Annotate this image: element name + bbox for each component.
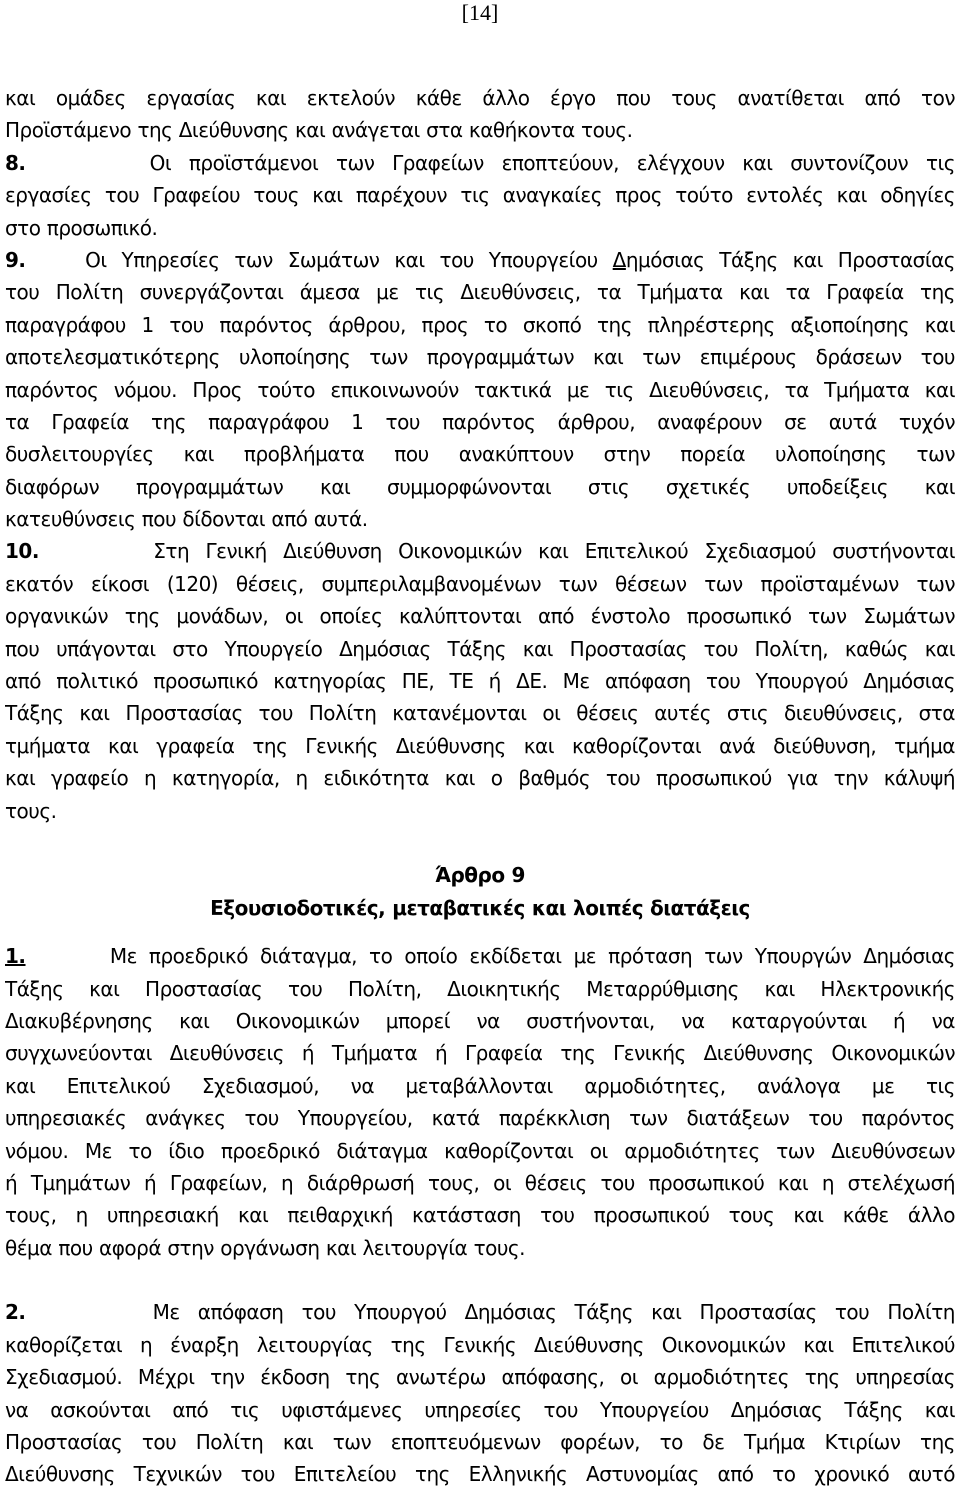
text-segment: Με απόφαση του Υπουργού Δημόσιας Τάξης και Προστασίας του Πολίτη (152, 1300, 955, 1325)
text-line: Σχεδιασμού. Μέχρι την έκδοση της ανωτέρω απόφασης, οι αρμοδιότητες της υπηρεσίας (5, 1365, 955, 1390)
paragraph-8-first-line (5, 147, 955, 179)
text-line: θέμα που αφορά στην οργάνωση και λειτουργία τους. (5, 1235, 526, 1260)
text-line: Διεύθυνσης Τεχνικών του Επιτελείου της Ελληνικής Αστυνομίας από το χρονικό αυτό (5, 1462, 955, 1487)
text-line: που υπάγονται στο Υπουργείο Δημόσιας Τάξης και Προστασίας του Πολίτη, καθώς και (5, 636, 955, 661)
text-line: οργανικών της μονάδων, οι οποίες καλύπτονται από ένστολο προσωπικό των Σωμάτων (5, 604, 955, 629)
paragraph-number: 10. (5, 539, 39, 564)
text-line: από πολιτικό προσωπικό κατηγορίας ΠΕ, ΤΕ ή ΔΕ. Με απόφαση του Υπουργού Δημόσιας (5, 669, 955, 694)
text-line: τους. (5, 798, 57, 823)
text-line: Τάξης και Προστασίας του Πολίτη κατανέμονται οι θέσεις αυτές στις διευθύνσεις, στα (5, 701, 955, 726)
text-line: συγχωνεύονται Διευθύνσεις ή Τμήματα ή Γραφεία της Γενικής Διεύθυνσης Οικονομικών (5, 1041, 955, 1066)
text-line: να ασκούνται από τις υφιστάμενες υπηρεσίες του Υπουργείου Δημόσιας Τάξης και (5, 1397, 955, 1422)
text-line: εργασίες του Γραφείου τους και παρέχουν τις αναγκαίες προς τούτο εντολές και οδηγίες (5, 183, 955, 208)
text-segment: Στη Γενική Διεύθυνση Οικονομικών και Επιτελικού Σχεδιασμού συστήνονται (153, 539, 955, 564)
blank-line (5, 827, 955, 859)
text-line: κατευθύνσεις που δίδονται από αυτά. (5, 507, 368, 532)
text-line: τους, η υπηρεσιακή και πειθαρχική κατάσταση του προσωπικού τους και κάθε άλλο (5, 1203, 955, 1228)
text-line: καθορίζεται η έναρξη λειτουργίας της Γενικής Διεύθυνσης Οικονομικών και Επιτελικού (5, 1332, 955, 1357)
text-line: Προστασίας του Πολίτη και των εποπτευόμενων φορέων, το δε Τμήμα Κτιρίων της (5, 1430, 955, 1455)
page-number: [14] (461, 0, 499, 25)
article-paragraph-1-first-line (5, 940, 955, 972)
text-line: νόμου. Με το ίδιο προεδρικό διάταγμα καθορίζονται οι αρμοδιότητες των Διευθύνσεων (5, 1138, 955, 1163)
document-body (5, 82, 955, 1491)
blank-line (5, 924, 955, 940)
text-line: παραγράφου 1 του παρόντος άρθρου, προς το σκοπό της πληρέστερης αξιοποίησης και (5, 312, 955, 337)
paragraph-number: 2. (5, 1300, 26, 1325)
article-title: Άρθρο 9 (435, 863, 525, 888)
text-line: τα Γραφεία της παραγράφου 1 του παρόντος άρθρου, αναφέρουν σε αυτά τυχόν (5, 409, 955, 434)
text-line: εκατόν είκοσι (120) θέσεις, συμπεριλαμβανομένων των θέσεων των προϊσταμένων των (5, 571, 955, 596)
blank-line (5, 1264, 955, 1296)
text-line: Προϊστάμενο της Διεύθυνσης και ανάγεται στα καθήκοντα τους. (5, 118, 633, 143)
text-line: του Πολίτη συνεργάζονται άμεσα με τις Διευθύνσεις, τα Τμήματα και τα Γραφεία της (5, 280, 955, 305)
paragraph-number: 9. (5, 247, 26, 272)
paragraph-9-first-line (5, 244, 955, 276)
article-paragraph-2-first-line (5, 1296, 955, 1328)
text-segment: Οι προϊστάμενοι των Γραφείων εποπτεύουν, ελέγχουν και συντονίζουν τις (149, 150, 955, 175)
text-line: Τάξης και Προστασίας του Πολίτη, Διοικητικής Μεταρρύθμισης και Ηλεκτρονικής (5, 976, 955, 1001)
text-line: δυσλειτουργίες και προβλήματα που ανακύπτουν στην πορεία υλοποίησης των (5, 442, 955, 467)
text-line: και Επιτελικού Σχεδιασμού, να μεταβάλλονται αρμοδιότητες, ανάλογα με τις (5, 1073, 955, 1098)
text-segment: Με προεδρικό διάταγμα, το οποίο εκδίδεται με πρόταση των Υπουργών Δημόσιας (109, 944, 955, 969)
text-line: τμήματα και γραφεία της Γενικής Διεύθυνσης και καθορίζονται ανά διεύθυνση, τμήμα (5, 733, 955, 758)
text-line: υπηρεσιακές ανάγκες του Υπουργείου, κατά παρέκκλιση των διατάξεων του παρόντος (5, 1106, 955, 1131)
text-line: Διακυβέρνησης και Οικονομικών μπορεί να συστήνονται, να καταργούνται ή να (5, 1008, 955, 1033)
text-segment: Δ (612, 247, 626, 272)
text-line: στο προσωπικό. (5, 215, 158, 240)
text-segment: ημόσιας Τάξης και Προστασίας (625, 247, 955, 272)
paragraph-number: 8. (5, 150, 26, 175)
paragraph-10-first-line (5, 535, 955, 567)
text-line: αποτελεσματικότερης υλοποίησης των προγραμμάτων και των επιμέρους δράσεων του (5, 345, 955, 370)
text-line: και γραφείο η κατηγορία, η ειδικότητα και ο βαθμός του προσωπικού για την κάλυψή (5, 766, 955, 791)
text-line: παρόντος νόμου. Προς τούτο επικοινωνούν τακτικά με τις Διευθύνσεις, τα Τμήματα και (5, 377, 955, 402)
text-line: και ομάδες εργασίας και εκτελούν κάθε άλλο έργο που τους ανατίθεται από τον (5, 86, 955, 110)
paragraph-number: 1. (5, 944, 26, 969)
text-line: ή Τμημάτων ή Γραφείων, η διάρθρωσή τους, οι θέσεις του προσωπικού και η στελέχωσή (5, 1170, 955, 1195)
text-segment: Οι Υπηρεσίες των Σωμάτων και του Υπουργείου (85, 247, 613, 272)
text-line: διαφόρων προγραμμάτων και συμμορφώνονται στις σχετικές υποδείξεις και (5, 474, 955, 499)
article-subtitle: Εξουσιοδοτικές, μεταβατικές και λοιπές διατάξεις (210, 895, 750, 920)
